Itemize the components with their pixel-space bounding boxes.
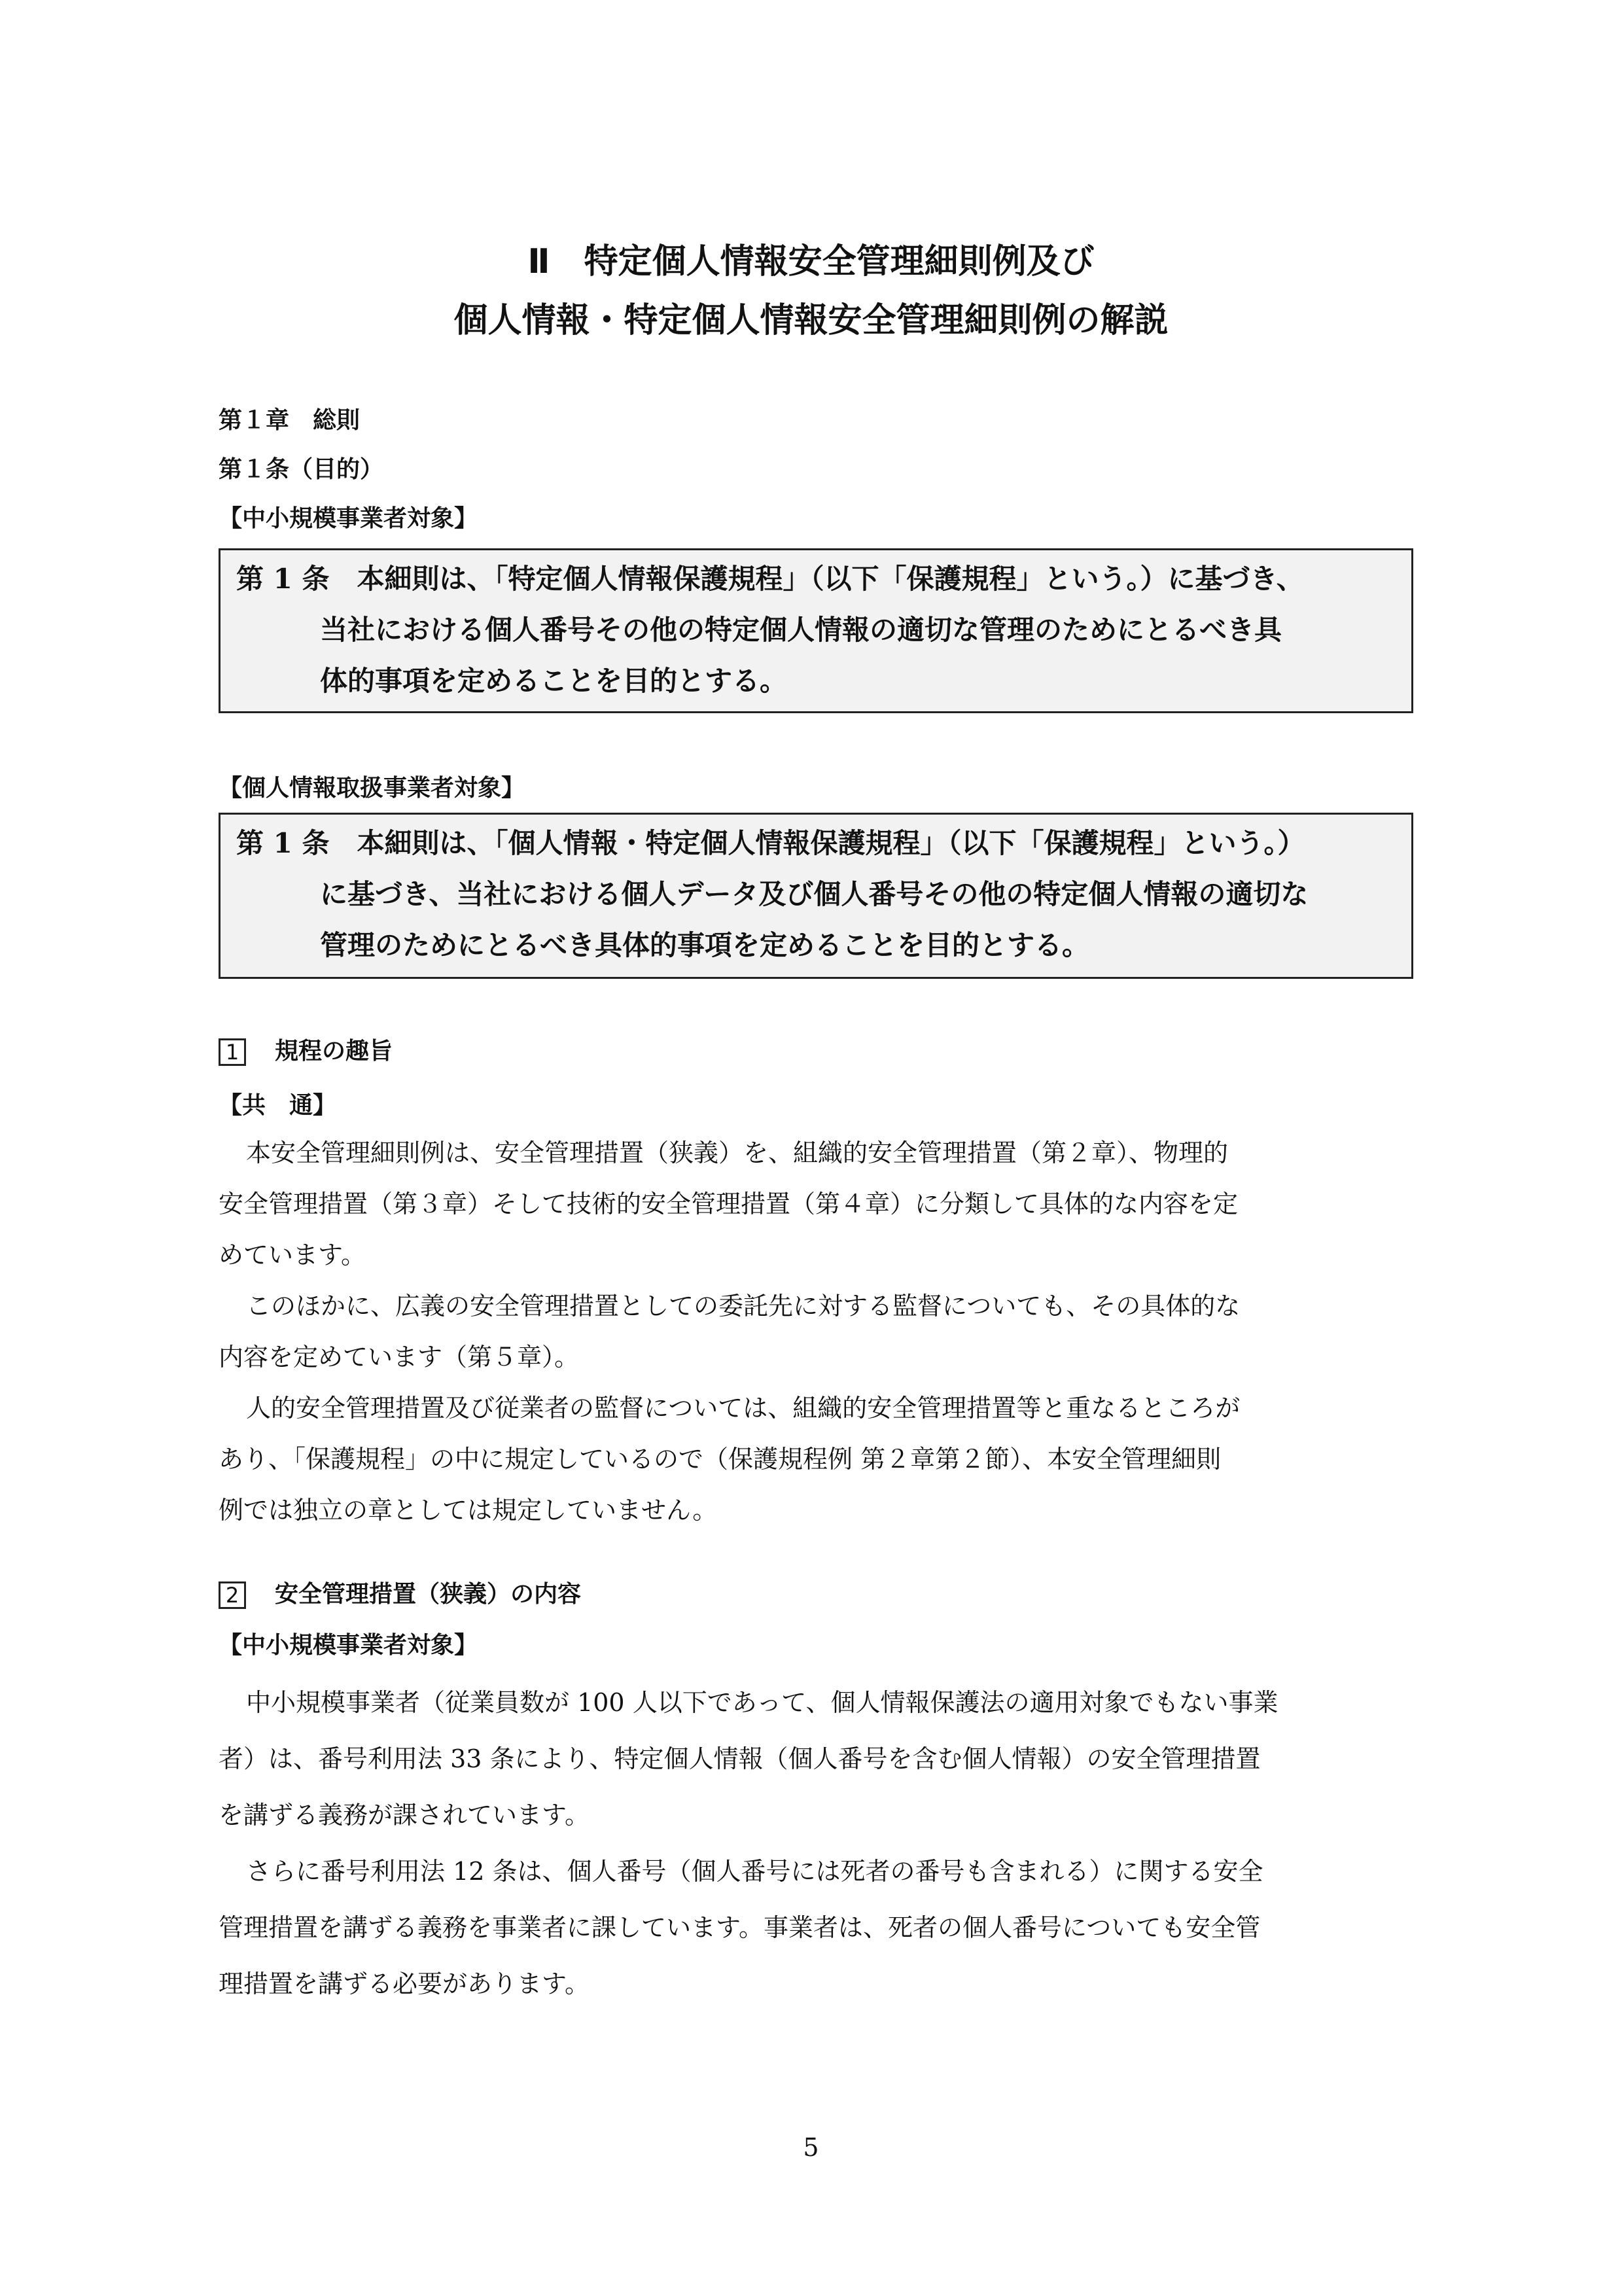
item2-heading [219, 1578, 581, 1611]
article-heading: 第１条（目的） [219, 456, 384, 483]
box-line: 第 1 条 本細則は、「個人情報・特定個人情報保護規程」（以下「保護規程」という。） [236, 827, 1305, 859]
body-line: 者）は、番号利用法 33 条により、特定個人情報（個人番号を含む個人情報）の安全管理措置 [219, 1744, 1261, 1773]
item1-heading-text: 規程の趣旨 [275, 1038, 393, 1065]
box-line: 第 1 条 本細則は、「特定個人情報保護規程」（以下「保護規程」という。）に基づき、 [236, 563, 1304, 595]
page-number: 5 [803, 2133, 819, 2162]
body-line: 内容を定めています（第５章）。 [219, 1343, 580, 1371]
item2-heading-text: 安全管理措置（狭義）の内容 [275, 1581, 582, 1608]
page-title-line2: 個人情報・特定個人情報安全管理細則例の解説 [453, 301, 1169, 340]
chapter-heading: 第１章 総則 [219, 407, 361, 434]
body-line: 本安全管理細則例は、安全管理措置（狭義）を、組織的安全管理措置（第２章）、物理的 [246, 1139, 1229, 1167]
body-line: あり、「保護規程」の中に規定しているので（保護規程例 第２章第２節）、本安全管理細則 [219, 1445, 1222, 1474]
sme-label: 【中小規模事業者対象】 [219, 505, 478, 532]
body-line: 例では独立の章としては規定していません。 [219, 1496, 718, 1525]
body-line: このほかに、広義の安全管理措置としての委託先に対する監督についても、その具体的な [246, 1292, 1241, 1320]
common-label: 【共 通】 [219, 1092, 337, 1119]
body-line: 中小規模事業者（従業員数が 100 人以下であって、個人情報保護法の適用対象でもない事業 [246, 1688, 1278, 1717]
body-line: 管理措置を講ずる義務を事業者に課しています。事業者は、死者の個人番号についても安全管 [219, 1913, 1261, 1942]
box-line: 体的事項を定めることを目的とする。 [320, 665, 788, 697]
article-box-sme [219, 548, 1413, 713]
article-box-handler [219, 813, 1413, 979]
box-line: 管理のためにとるべき具体的事項を定めることを目的とする。 [320, 929, 1090, 961]
item-number-box: 2 [219, 1581, 246, 1609]
body-line: 安全管理措置（第３章）そして技術的安全管理措置（第４章）に分類して具体的な内容を定 [219, 1190, 1239, 1218]
box-line: に基づき、当社における個人データ及び個人番号その他の特定個人情報の適切な [320, 878, 1309, 910]
body-line: さらに番号利用法 12 条は、個人番号（個人番号には死者の番号も含まれる）に関する安全 [246, 1857, 1263, 1886]
body-line: 人的安全管理措置及び従業者の監督については、組織的安全管理措置等と重なるところが [246, 1394, 1241, 1422]
item1-heading [219, 1035, 393, 1068]
sme-label-2: 【中小規模事業者対象】 [219, 1632, 478, 1659]
item-number-box: 1 [219, 1038, 246, 1066]
body-line: を講ずる義務が課されています。 [219, 1801, 590, 1829]
page-title-line1: Ⅱ 特定個人情報安全管理細則例及び [527, 242, 1095, 281]
body-line: 理措置を講ずる必要があります。 [219, 1969, 590, 1998]
box-line: 当社における個人番号その他の特定個人情報の適切な管理のためにとるべき具 [320, 614, 1282, 646]
body-line: めています。 [219, 1241, 366, 1269]
handler-label: 【個人情報取扱事業者対象】 [219, 775, 525, 802]
